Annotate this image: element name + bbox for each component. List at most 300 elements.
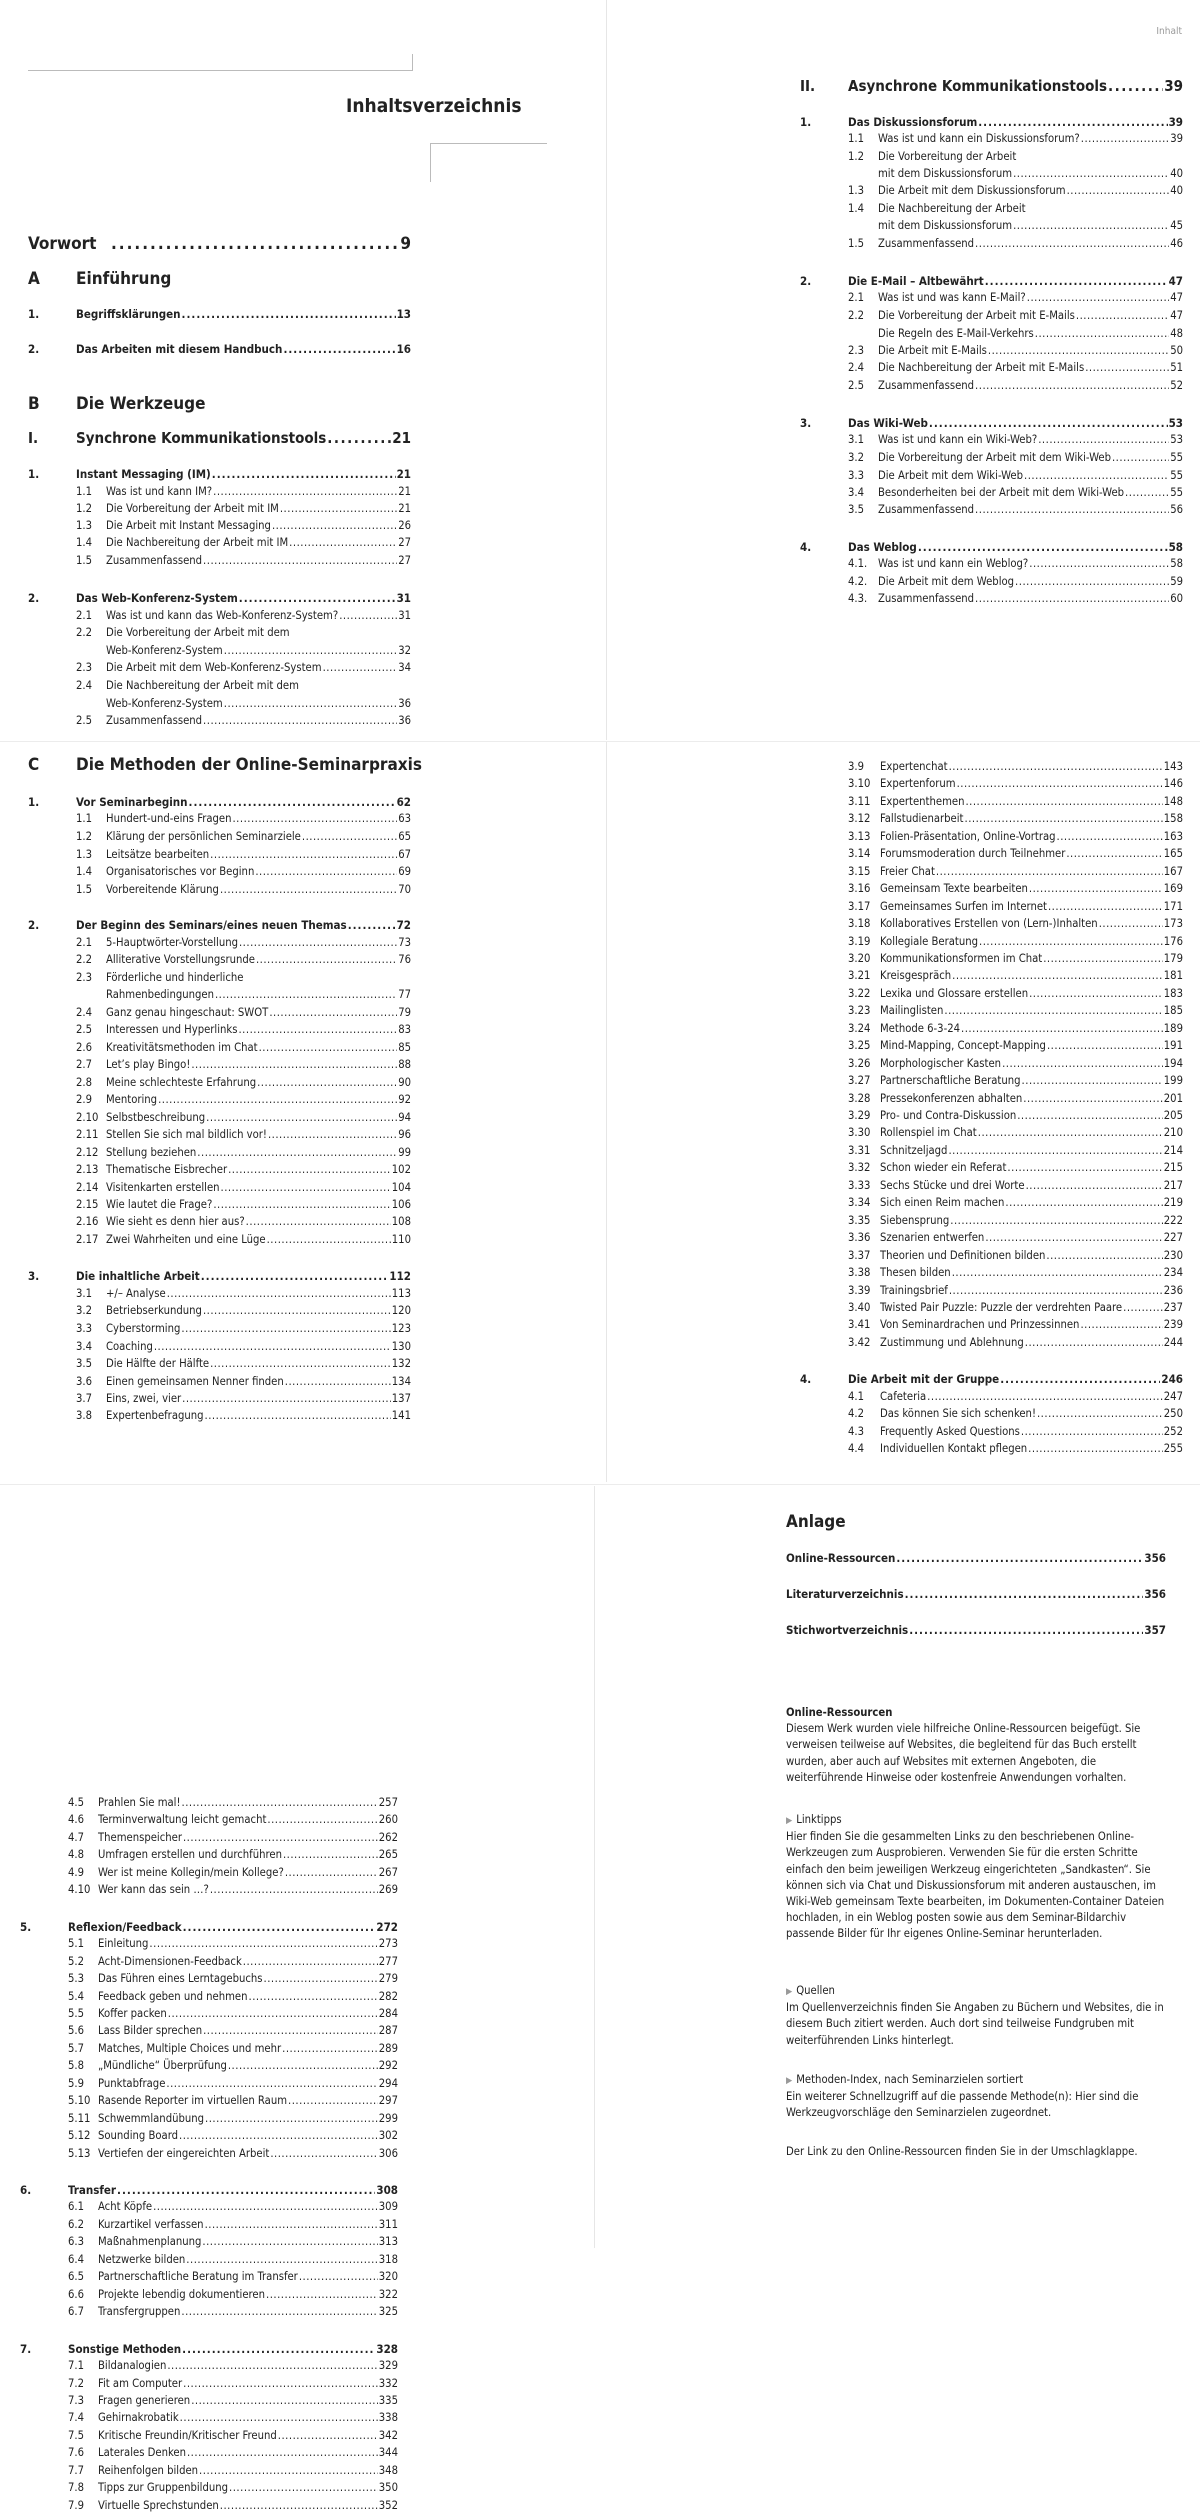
dot-leader [166,2076,377,2092]
toc-subentry [68,2199,398,2215]
toc-title: Maßnahmenplanung [98,2235,202,2249]
online-resources-info [786,1705,1168,1786]
dot-leader [339,608,397,624]
toc-number: 1. [800,115,812,129]
dot-leader [952,1265,1163,1281]
toc-section [28,428,411,448]
dot-leader [1027,290,1169,306]
toc-page-number: 289 [378,2041,398,2055]
toc-title: Das Weblog [848,540,917,554]
dot-leader [232,811,397,827]
toc-page-number: 46 [1170,237,1183,250]
toc-page-number: 265 [378,1848,398,1862]
toc-page-number: 297 [378,2094,398,2108]
toc-number: 2.3 [76,661,93,674]
toc-title: Reihenfolgen bilden [98,2463,199,2477]
toc-subentry [68,2428,398,2444]
toc-title: Die Nachbereitung der Arbeit mit IM [106,536,289,549]
toc-page-number: 21 [396,467,411,481]
toc-number: 7.5 [68,2428,85,2442]
dot-leader [965,811,1163,827]
toc-subentry [76,1214,411,1230]
toc-subentry [848,1091,1183,1107]
dot-leader [1013,166,1169,182]
toc-subentry [76,608,411,624]
toc-title: Die Nachbereitung der Arbeit [878,202,1026,215]
dot-leader [302,829,397,845]
toc-subentry [848,326,1183,342]
toc-title: Die Vorbereitung der Arbeit mit IM [106,502,279,515]
toc-subentry [68,2376,398,2392]
toc-title: Kollaboratives Erstellen von (Lern-)Inhalten [880,917,1098,931]
toc-title: Mailinglisten [880,1004,944,1018]
dot-leader [985,273,1168,289]
toc-number: 3.2 [848,451,865,464]
toc-title: Wie sieht es denn hier aus? [106,1215,245,1228]
toc-page-number: 169 [1163,882,1183,896]
toc-title: Laterales Denken [98,2446,186,2460]
dot-leader [985,1230,1162,1246]
toc-page-number: 83 [398,1023,411,1036]
toc-title: Trainingsbrief [880,1283,948,1297]
toc-subentry [848,432,1183,448]
block-text: Im Quellenverzeichnis finden Sie Angaben zu Büchern und Websites, die in diesem Buch zitiert werden. Auch dort sind teilweise Fundgruben mit weiterführenden Links hinterlegt. [786,2001,1164,2047]
dot-leader [212,466,396,482]
toc-subentry [848,218,1183,234]
dot-leader [167,2358,377,2374]
toc-page-number: 236 [1163,1283,1183,1297]
toc-number: 3.20 [848,951,871,965]
dot-leader [1017,1108,1163,1124]
toc-title: Die Vorbereitung der Arbeit [878,150,1017,163]
toc-number: 1.1 [848,132,865,145]
toc-page-number: 9 [400,234,411,254]
anlage-entry [786,1550,1166,1566]
toc-page-number: 210 [1163,1126,1183,1140]
toc-number: 4.9 [68,1865,85,1879]
toc-page-number: 176 [1163,934,1183,948]
toc-title: Zustimmung und Ablehnung [880,1335,1024,1349]
toc-title: Projekte lebendig dokumentieren [98,2287,265,2301]
dot-leader [206,1110,397,1126]
dot-leader [905,1586,1144,1602]
toc-number: 3.3 [76,1322,93,1335]
anlage-entry [786,1586,1166,1602]
toc-page-number: 134 [391,1375,411,1388]
dot-leader [205,2217,378,2233]
dot-leader [266,2287,378,2303]
toc-subentry [848,468,1183,484]
toc-page-number: 63 [398,812,411,825]
toc-number: 3.23 [848,1004,871,1018]
toc-number: 2.2 [76,626,93,639]
toc-title: Gehirnakrobatik [98,2411,179,2425]
toc-page-number: 65 [398,830,411,843]
dot-leader [259,1040,398,1056]
toc-title: Die Arbeit mit dem Diskussionsforum [878,184,1066,197]
toc-number: 5.12 [68,2129,91,2143]
toc-subentry [76,1408,411,1424]
toc-subentry [848,1389,1183,1405]
dot-leader [246,1214,391,1230]
toc-page-number: 244 [1163,1335,1183,1349]
toc-page-number: 338 [378,2411,398,2425]
dot-leader [205,2111,378,2127]
toc-subentry [76,1005,411,1021]
dot-leader [1015,574,1169,590]
toc-number: 3.41 [848,1318,871,1332]
toc-subentry [848,591,1183,607]
toc-number: 3.5 [848,503,865,516]
dot-leader [1080,1317,1162,1333]
toc-number: 1.5 [848,237,865,250]
toc-title: Lass Bilder sprechen [98,2024,203,2038]
toc-number: 3. [28,1269,40,1283]
toc-section [28,393,411,415]
toc-title: Kollegiale Beratung [880,934,979,948]
footer-text: Der Link zu den Online-Ressourcen finden Sie in der Umschlagklappe. [786,2145,1138,2158]
dot-leader [224,643,397,659]
dot-leader [267,1232,391,1248]
toc-title: Zusammenfassend [878,503,975,516]
toc-page-number: 88 [398,1058,411,1071]
toc-page-number: 99 [398,1146,411,1159]
toc-number: 1.5 [76,554,93,567]
toc-chapter [20,1919,398,1935]
toc-number: 3.3 [848,469,865,482]
toc-title: Expertenthemen [880,794,965,808]
toc-page-number: 237 [1163,1300,1183,1314]
toc-number: 2.5 [76,1023,93,1036]
toc-subentry [68,2393,398,2409]
toc-page-number: 36 [398,697,411,710]
toc-number: 7.3 [68,2393,85,2407]
toc-subentry [848,201,1183,217]
toc-page-number: 55 [1170,486,1183,499]
toc-page-number: 148 [1163,794,1183,808]
toc-number: 3.22 [848,986,871,1000]
toc-title: Einführung [76,269,172,289]
toc-page-number: 217 [1163,1178,1183,1192]
toc-subentry [848,968,1183,984]
dot-leader [950,1213,1163,1229]
toc-page-number: 123 [391,1322,411,1335]
dot-leader [210,1356,391,1372]
toc-title: Punktabfrage [98,2076,166,2090]
dot-leader [961,1021,1163,1037]
toc-number: 3.6 [76,1375,93,1388]
toc-page-number: 13 [396,307,411,321]
toc-title: Rahmenbedingungen [106,988,214,1001]
toc-number: 5. [20,1919,32,1934]
toc-subentry [76,484,411,500]
toc-number: 4.10 [68,1883,91,1897]
toc-page-number: 255 [1163,1442,1183,1456]
toc-subentry [848,759,1183,775]
toc-title: Vorbereitende Klärung [106,883,219,896]
toc-page-number: 205 [1163,1109,1183,1122]
toc-title: Pro- und Contra-Diskussion [880,1109,1017,1122]
dot-leader [299,2269,378,2285]
block-text: Ein weiterer Schnellzugriff auf die passende Methode(n): Hier sind die Werkzeugvorschläge den Seminarzielen zugeordnet. [786,2090,1139,2120]
toc-section [28,233,411,255]
toc-number: 2.6 [76,1041,93,1054]
toc-title: Was ist und kann ein Weblog? [878,557,1029,570]
toc-title: Sounding Board [98,2129,179,2143]
toc-title: Kritische Freundin/Kritischer Freund [98,2428,277,2442]
dot-leader [189,794,396,810]
toc-page-number: 110 [391,1233,411,1246]
toc-subentry [76,678,411,694]
toc-chapter [20,2182,398,2198]
toc-subentry [76,696,411,712]
toc-number: 3.18 [848,917,871,931]
toc-number: 5.11 [68,2111,91,2125]
toc-title: Web-Konferenz-System [106,697,223,710]
dot-leader [255,864,397,880]
toc-number: 1.5 [76,883,93,896]
toc-page-number: 96 [398,1128,411,1141]
toc-title: Instant Messaging (IM) [76,467,211,481]
toc-page-number: 50 [1170,344,1183,357]
dot-leader [181,2304,377,2320]
toc-title: Zusammenfassend [878,237,975,250]
dot-leader [203,2023,378,2039]
toc-page-number: 262 [378,1830,398,1844]
toc-page-number: 73 [398,936,411,949]
toc-page-number: 55 [1170,469,1183,482]
toc-number: 2.1 [76,609,93,622]
toc-number: 6.5 [68,2270,85,2284]
toc-title: Die Regeln des E-Mail-Verkehrs [878,327,1034,340]
dot-leader [117,2182,375,2198]
dot-leader [153,2199,378,2215]
toc-page-number: 292 [378,2059,398,2073]
dot-leader [168,2006,378,2022]
toc-page-number: 79 [398,1006,411,1019]
toc-number: 6.4 [68,2252,85,2266]
toc-page-number: 55 [1170,451,1183,464]
toc-number: 1.4 [848,202,865,215]
toc-page-number: 325 [378,2305,398,2319]
dot-leader [180,2410,378,2426]
dot-leader [182,1795,378,1811]
toc-title: Die Vorbereitung der Arbeit mit dem [106,626,290,639]
toc-page-number: 53 [1170,433,1183,446]
toc-title: Feedback geben und nehmen [98,1989,248,2003]
dot-leader [949,759,1163,775]
toc-subentry [68,2128,398,2144]
toc-subentry [76,811,411,827]
toc-number: 4.6 [68,1813,85,1827]
toc-page-number: 306 [378,2146,398,2160]
toc-title: Schnitzeljagd [880,1143,948,1157]
toc-page-number: 16 [396,342,411,356]
toc-subentry [76,1197,411,1213]
dot-leader [239,935,397,951]
dot-leader [1043,951,1163,967]
toc-title: Freier Chat [880,864,935,878]
dot-leader [936,864,1163,880]
toc-section [800,76,1183,96]
toc-subentry [76,952,411,968]
dot-leader [205,1408,391,1424]
toc-subentry [848,1108,1183,1124]
toc-subentry [848,1441,1183,1457]
toc-title: Terminverwaltung leicht gemacht [98,1813,267,1827]
toc-number: 1.4 [76,865,93,878]
toc-page-number: 53 [1168,416,1183,430]
toc-title: Asynchrone Kommunikationstools [848,77,1108,95]
dot-leader [1057,829,1163,845]
toc-page-number: 287 [378,2024,398,2038]
dot-leader [238,1022,397,1038]
toc-chapter [800,114,1183,130]
dot-leader [975,378,1169,394]
toc-subentry [68,2006,398,2022]
toc-page-number: 60 [1170,592,1183,605]
dot-leader [243,1954,378,1970]
dot-leader [239,590,396,606]
toc-subentry [848,131,1183,147]
toc-chapter [800,273,1183,289]
toc-title: Leitsätze bearbeiten [106,848,210,861]
toc-title: Acht Köpfe [98,2200,153,2214]
toc-subentry [76,847,411,863]
dot-leader [267,1812,377,1828]
toc-page-number: 132 [391,1357,411,1370]
toc-subentry [76,1022,411,1038]
toc-title: Was ist und was kann E-Mail? [878,291,1026,304]
toc-number: 3.4 [76,1340,93,1353]
toc-page-number: 328 [376,2341,398,2356]
toc-subentry [68,2480,398,2496]
toc-title: Die Nachbereitung der Arbeit mit E-Mails [878,361,1085,374]
toc-title: Schon wieder ein Referat [880,1161,1007,1175]
dot-leader [270,2146,377,2162]
dot-leader [348,917,396,933]
toc-subentry [68,2217,398,2233]
toc-number: 3.34 [848,1196,871,1210]
toc-page-number: 62 [396,795,411,809]
toc-subentry [68,2076,398,2092]
toc-page-number: 26 [398,519,411,532]
toc-page-number: 352 [378,2498,398,2512]
toc-subentry [848,1406,1183,1422]
toc-subentry [848,166,1183,182]
toc-number: 5.2 [68,1954,85,1968]
toc-title: Umfragen erstellen und durchführen [98,1848,282,1862]
info-block-methoden [786,2072,1168,2122]
dot-leader [1038,432,1169,448]
toc-number: 2.12 [76,1146,99,1159]
toc-number: 2. [28,591,40,605]
toc-page-number: 70 [398,883,411,896]
dot-leader [1023,1091,1163,1107]
toc-page-number: 77 [398,988,411,1001]
info-heading: Online-Ressourcen [786,1706,893,1719]
page-divider [0,741,1200,742]
toc-title: Meine schlechteste Erfahrung [106,1076,257,1089]
toc-page-number: 269 [378,1883,398,1897]
toc-number: 7.7 [68,2463,85,2477]
toc-page-number: 194 [1163,1056,1183,1070]
toc-number: 3.16 [848,882,871,896]
toc-number: 2.4 [76,679,93,692]
toc-number: 1.2 [76,502,93,515]
toc-subentry [76,987,411,1003]
dot-leader [327,428,391,448]
toc-subentry [848,1195,1183,1211]
toc-title: Was ist und kann ein Diskussionsforum? [878,132,1080,145]
dot-leader [1029,986,1163,1002]
toc-number: 2.11 [76,1128,99,1141]
toc-subentry [68,1971,398,1987]
toc-page-number: 90 [398,1076,411,1089]
dot-leader [183,1919,376,1935]
toc-title: Schwemmlandübung [98,2111,205,2125]
toc-page-number: 246 [1161,1372,1183,1387]
toc-page-number: 40 [1170,167,1183,180]
toc-title: mit dem Diskussionsforum [878,167,1013,180]
toc-page-number: 112 [389,1269,411,1283]
toc-title: Twisted Pair Puzzle: Puzzle der verdrehten Paare [880,1300,1123,1314]
toc-page-number: 227 [1163,1231,1183,1245]
toc-page-number: 47 [1170,309,1183,322]
toc-page-number: 47 [1170,291,1183,304]
toc-page-number: 247 [1163,1389,1183,1403]
toc-page-number: 222 [1163,1213,1183,1227]
toc-subentry [848,360,1183,376]
dot-leader [1081,131,1169,147]
dot-leader [282,2041,378,2057]
toc-section [28,754,422,776]
toc-subentry [76,1127,411,1143]
toc-title: Eins, zwei, vier [106,1392,182,1405]
toc-subentry [848,1178,1183,1194]
toc-title: Förderliche und hinderliche [106,971,244,984]
toc-title: Das Diskussionsforum [848,115,978,129]
toc-subentry [76,1232,411,1248]
toc-number: 2. [28,342,40,356]
dot-leader [1112,450,1169,466]
dot-leader [1037,1406,1163,1422]
toc-number: 1. [28,467,40,481]
dot-leader [228,2058,378,2074]
toc-page-number: 313 [378,2235,398,2249]
dot-leader [280,501,397,517]
toc-page-number: 201 [1163,1091,1183,1105]
dot-leader [220,882,397,898]
toc-subentry [848,1283,1183,1299]
toc-number: 5.4 [68,1989,85,2003]
toc-subentry [76,625,411,641]
toc-subentry [68,2269,398,2285]
toc-number: 3.26 [848,1056,871,1070]
toc-page-number: 344 [378,2446,398,2460]
toc-number: 3.38 [848,1266,871,1280]
toc-subentry [76,535,411,551]
dot-leader [1108,76,1163,96]
toc-subentry [68,1847,398,1863]
dot-leader [979,934,1163,950]
toc-subentry [68,2358,398,2374]
toc-subentry [68,2304,398,2320]
toc-page-number: 167 [1163,864,1183,878]
dot-leader [158,1092,397,1108]
toc-title: Folien-Präsentation, Online-Vortrag [880,829,1056,843]
toc-number: 4.3 [848,1424,865,1438]
